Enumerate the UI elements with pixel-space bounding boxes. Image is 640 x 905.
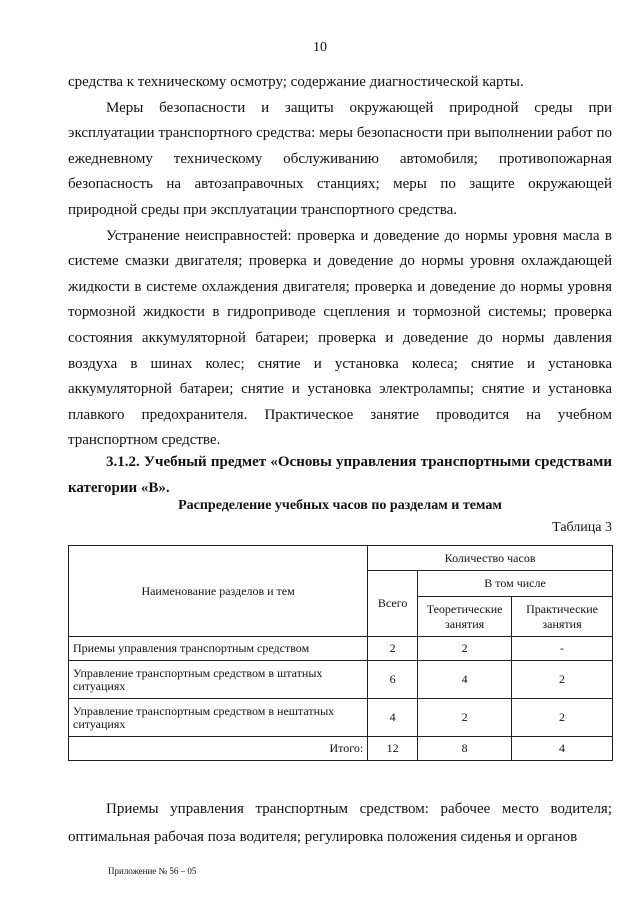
row-theory: 2	[418, 699, 512, 737]
header-section-name: Наименование разделов и тем	[69, 546, 368, 637]
row-name: Приемы управления транспортным средством	[69, 637, 368, 661]
row-theory: 4	[418, 661, 512, 699]
total-theory: 8	[418, 737, 512, 761]
row-theory: 2	[418, 637, 512, 661]
page-number: 10	[313, 40, 327, 55]
paragraph-troubleshooting: Устранение неисправностей: проверка и доведение до нормы уровня масла в системе смазки двигателя; проверка и доведение до нормы уровня охлаждающей жидкости в системе охлаждения двигателя; проверка и доведение до нормы уровня тормозной жидкости в гидроприводе сцепления и тормозной системы; проверка состояния аккумуляторной батареи; проверка и доведение до нормы давления воздуха в шинах колес; снятие и установка колеса; снятие и установка аккумуляторной батареи; снятие и установка электролампы; снятие и установка плавкого предохранителя. Практическое занятие проводится на учебном транспортном средстве.	[68, 227, 612, 449]
body-text	[68, 70, 612, 454]
header-practice: Практические занятия	[512, 597, 613, 637]
header-hours-count: Количество часов	[368, 546, 613, 571]
header-total: Всего	[368, 571, 418, 637]
row-total: 2	[368, 637, 418, 661]
section-heading: 3.1.2. Учебный предмет «Основы управления транспортными средствами категории «В».	[68, 454, 612, 496]
row-name: Управление транспортным средством в штатных ситуациях	[69, 661, 368, 699]
total-practice: 4	[512, 737, 613, 761]
table-title: Распределение учебных часов по разделам и темам	[178, 498, 502, 513]
total-label: Итого:	[69, 737, 368, 761]
row-name: Управление транспортным средством в нештатных ситуациях	[69, 699, 368, 737]
row-practice: 2	[512, 661, 613, 699]
total-all: 12	[368, 737, 418, 761]
paragraph-continuation: средства к техническому осмотру; содержание диагностической карты.	[68, 74, 524, 90]
row-practice: 2	[512, 699, 613, 737]
table-row	[69, 661, 613, 699]
header-theory: Теоретические занятия	[418, 597, 512, 637]
closing-text	[68, 795, 612, 851]
table-row	[69, 637, 613, 661]
table-row	[69, 699, 613, 737]
hours-table	[68, 545, 613, 761]
paragraph-safety: Меры безопасности и защиты окружающей природной среды при эксплуатации транспортного средства: меры безопасности при выполнении работ по ежедневному техническому обслуживанию автомобиля; противопожарная безопасность на автозаправочных станциях; меры по защите окружающей природной среды при эксплуатации транспортного средства.	[68, 99, 612, 218]
footer-appendix: Приложение № 56 – 05	[108, 866, 197, 876]
table-total-row	[69, 737, 613, 761]
row-practice: -	[512, 637, 613, 661]
row-total: 4	[368, 699, 418, 737]
paragraph-controls: Приемы управления транспортным средством: рабочее место водителя; оптимальная рабочая поза водителя; регулировка положения сиденья и органов	[68, 801, 612, 845]
header-including: В том числе	[418, 571, 613, 597]
table-label: Таблица 3	[552, 520, 612, 535]
row-total: 6	[368, 661, 418, 699]
